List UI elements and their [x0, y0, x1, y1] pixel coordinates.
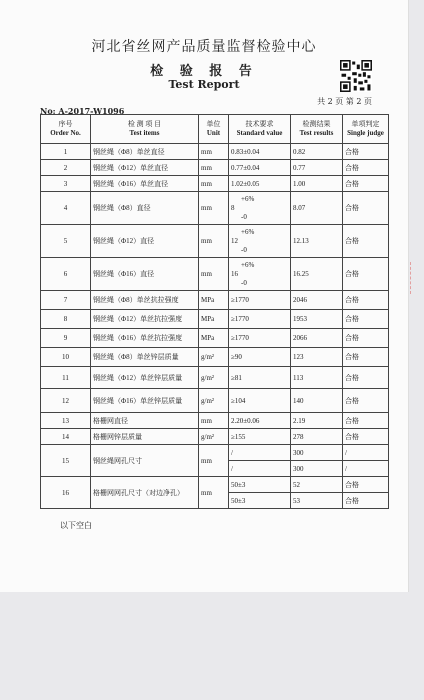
row-no: 13: [41, 413, 91, 429]
row-item: 格栅网直径: [91, 413, 199, 429]
row-standard: ≥104: [229, 389, 291, 413]
row-item: 钢丝绳（Φ16）单丝抗拉强度: [91, 329, 199, 348]
row-unit: mm: [199, 413, 229, 429]
row-unit: g/m²: [199, 348, 229, 367]
row-item: 格栅网锌层质量: [91, 429, 199, 445]
row-result: 8.07: [291, 192, 343, 225]
row-result: 140: [291, 389, 343, 413]
row-no: 11: [41, 367, 91, 389]
table-header-row: [41, 115, 389, 144]
row-no: 14: [41, 429, 91, 445]
page-count: 共 2 页 第 2 页: [317, 97, 372, 106]
row-result: 52: [291, 477, 343, 493]
row-item: 钢丝绳（Φ8）单丝直径: [91, 144, 199, 160]
row-judge: 合格: [343, 493, 389, 509]
row-item: 钢丝绳（Φ8）单丝锌层质量: [91, 348, 199, 367]
table-row: [41, 291, 389, 310]
row-unit: mm: [199, 144, 229, 160]
col-header-results: 检测结果 Test results: [291, 115, 343, 144]
report-number: No: A-2017-W1096: [40, 106, 125, 116]
row-no: 5: [41, 225, 91, 258]
row-judge: 合格: [343, 389, 389, 413]
row-result: 300: [291, 445, 343, 461]
table-row: [41, 477, 389, 493]
row-result: 2.19: [291, 413, 343, 429]
row-standard: /: [229, 461, 291, 477]
row-unit: mm: [199, 258, 229, 291]
row-no: 10: [41, 348, 91, 367]
row-judge: 合格: [343, 291, 389, 310]
row-standard: ≥1770: [229, 329, 291, 348]
row-judge: 合格: [343, 429, 389, 445]
row-unit: g/m²: [199, 429, 229, 445]
report-title-cn: 检 验 报 告: [150, 64, 258, 79]
row-no: 1: [41, 144, 91, 160]
row-unit: MPa: [199, 329, 229, 348]
row-standard: 50±3: [229, 477, 291, 493]
row-result: 300: [291, 461, 343, 477]
row-result: 12.13: [291, 225, 343, 258]
row-no: 6: [41, 258, 91, 291]
row-unit: mm: [199, 192, 229, 225]
row-unit: mm: [199, 445, 229, 477]
row-standard: /: [229, 445, 291, 461]
row-no: 7: [41, 291, 91, 310]
row-unit: mm: [199, 477, 229, 509]
blank-below-note: 以下空白: [60, 521, 92, 530]
row-standard: +6% 8 -0: [229, 192, 291, 225]
row-judge: 合格: [343, 258, 389, 291]
row-item: 钢丝绳（Φ8）单丝抗拉强度: [91, 291, 199, 310]
row-item: 格栅网网孔尺寸（对边净孔）: [91, 477, 199, 509]
col-header-unit: 单位 Unit: [199, 115, 229, 144]
row-judge: 合格: [343, 310, 389, 329]
row-unit: MPa: [199, 310, 229, 329]
row-unit: MPa: [199, 291, 229, 310]
col-header-order: 序号 Order No.: [41, 115, 91, 144]
row-item: 钢丝绳（Φ16）单丝锌层质量: [91, 389, 199, 413]
row-unit: g/m²: [199, 367, 229, 389]
table-row: [41, 144, 389, 160]
row-standard: 50±3: [229, 493, 291, 509]
row-result: 2066: [291, 329, 343, 348]
row-judge: /: [343, 461, 389, 477]
table-row: [41, 258, 389, 291]
row-item: 钢丝绳（Φ16）直径: [91, 258, 199, 291]
row-item: 钢丝绳（Φ12）单丝直径: [91, 160, 199, 176]
row-standard: 1.02±0.05: [229, 176, 291, 192]
table-row: [41, 310, 389, 329]
row-result: 0.77: [291, 160, 343, 176]
row-no: 12: [41, 389, 91, 413]
row-result: 53: [291, 493, 343, 509]
row-standard: +6% 12 -0: [229, 225, 291, 258]
row-judge: 合格: [343, 160, 389, 176]
row-standard: ≥81: [229, 367, 291, 389]
row-result: 113: [291, 367, 343, 389]
row-item: 钢丝绳（Φ16）单丝直径: [91, 176, 199, 192]
row-judge: 合格: [343, 329, 389, 348]
col-header-standard: 技术要求 Standard value: [229, 115, 291, 144]
row-standard: ≥90: [229, 348, 291, 367]
row-judge: 合格: [343, 192, 389, 225]
row-standard: 2.20±0.06: [229, 413, 291, 429]
row-no: 2: [41, 160, 91, 176]
table-row: [41, 445, 389, 461]
organization-name: 河北省丝网产品质量监督检验中心: [91, 39, 317, 55]
row-standard: 0.83±0.04: [229, 144, 291, 160]
report-title-en: Test Report: [168, 78, 240, 91]
col-header-items: 检 测 项 目 Test items: [91, 115, 199, 144]
row-standard: ≥1770: [229, 310, 291, 329]
row-item: 钢丝绳（Φ12）直径: [91, 225, 199, 258]
row-result: 123: [291, 348, 343, 367]
row-judge: /: [343, 445, 389, 461]
row-item: 钢丝绳（Φ12）单丝锌层质量: [91, 367, 199, 389]
table-row: [41, 176, 389, 192]
row-unit: mm: [199, 225, 229, 258]
row-result: 1.00: [291, 176, 343, 192]
table-row: [41, 160, 389, 176]
row-result: 2046: [291, 291, 343, 310]
row-judge: 合格: [343, 176, 389, 192]
table-row: [41, 429, 389, 445]
row-judge: 合格: [343, 348, 389, 367]
row-standard: 0.77±0.04: [229, 160, 291, 176]
row-standard: ≥155: [229, 429, 291, 445]
row-judge: 合格: [343, 413, 389, 429]
row-unit: g/m²: [199, 389, 229, 413]
col-header-judge: 单项判定 Single judge: [343, 115, 389, 144]
row-result: 278: [291, 429, 343, 445]
row-no: 8: [41, 310, 91, 329]
row-no: 16: [41, 477, 91, 509]
table-row: [41, 389, 389, 413]
row-unit: mm: [199, 160, 229, 176]
row-no: 4: [41, 192, 91, 225]
qr-code-icon: [340, 60, 372, 92]
row-result: 16.25: [291, 258, 343, 291]
table-row: [41, 329, 389, 348]
results-table: [40, 114, 389, 509]
table-row: [41, 367, 389, 389]
row-item: 钢丝绳（Φ8）直径: [91, 192, 199, 225]
row-item: 钢丝绳（Φ12）单丝抗拉强度: [91, 310, 199, 329]
page-edge-mark: [410, 262, 424, 294]
table-row: [41, 225, 389, 258]
row-judge: 合格: [343, 144, 389, 160]
row-judge: 合格: [343, 477, 389, 493]
row-judge: 合格: [343, 367, 389, 389]
row-no: 9: [41, 329, 91, 348]
row-result: 1953: [291, 310, 343, 329]
row-standard: +6% 16 -0: [229, 258, 291, 291]
table-row: [41, 192, 389, 225]
row-item: 钢丝绳网孔尺寸: [91, 445, 199, 477]
row-no: 3: [41, 176, 91, 192]
table-row: [41, 348, 389, 367]
row-result: 0.82: [291, 144, 343, 160]
row-no: 15: [41, 445, 91, 477]
row-standard: ≥1770: [229, 291, 291, 310]
row-unit: mm: [199, 176, 229, 192]
row-judge: 合格: [343, 225, 389, 258]
table-row: [41, 413, 389, 429]
